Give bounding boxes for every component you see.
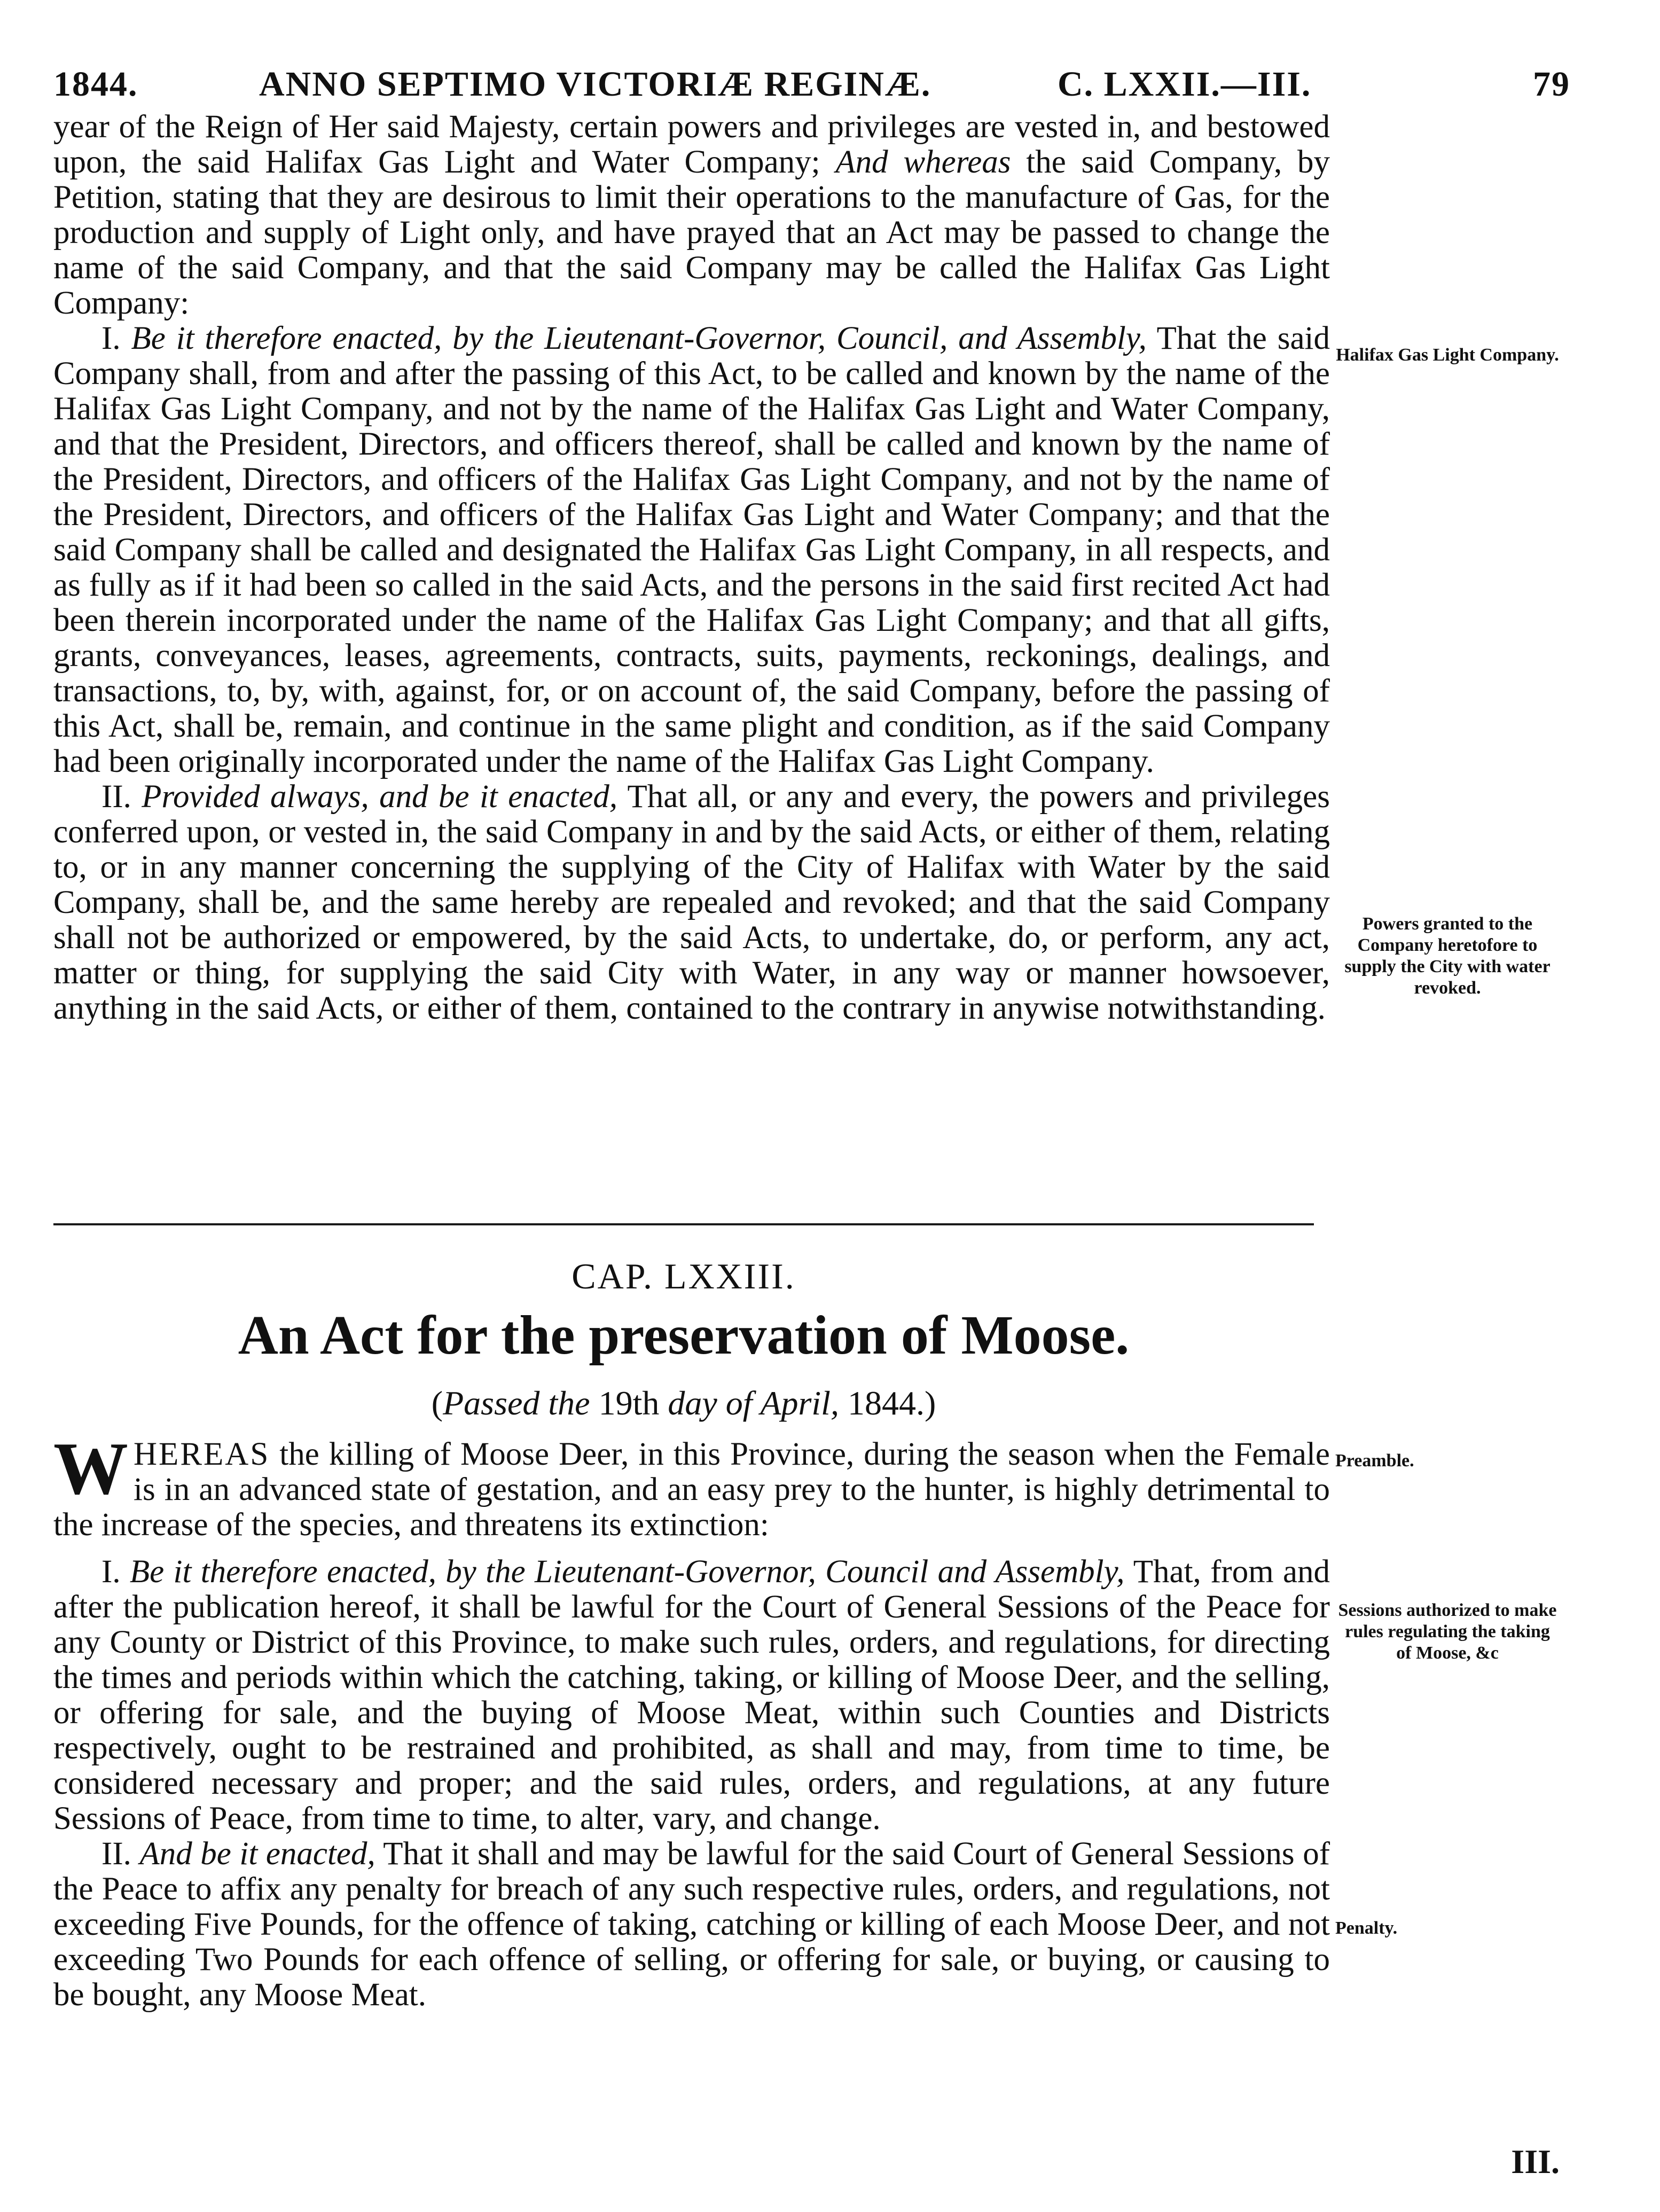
enacting-clause: Be it therefore enacted, by the Lieutenant-Governor, Council, and Assembly, <box>131 321 1147 356</box>
passed-day: 19th <box>598 1384 660 1422</box>
cap72-section-2 <box>53 779 1330 1026</box>
chapter-divider <box>53 1223 1314 1225</box>
passed-paren: ( <box>431 1384 443 1422</box>
header-chapter: C. LXXII.—III. <box>1058 65 1312 104</box>
margin-note-sessions: Sessions authorized to make rules regulating the taking of Moose, &c <box>1338 1600 1557 1663</box>
cap72-section-1 <box>53 321 1330 779</box>
cap72-body <box>53 110 1330 1026</box>
passed-label: Passed the <box>443 1384 590 1422</box>
section-number: I. <box>101 321 121 356</box>
recital-and-whereas: And whereas <box>835 144 1011 180</box>
cap73-section-2 <box>53 1836 1330 2013</box>
margin-note-company-name: Halifax Gas Light Company. <box>1336 345 1559 365</box>
enacting-clause: And be it enacted, <box>139 1836 375 1872</box>
header-year: 1844. <box>53 65 138 104</box>
recital-text: year of the Reign of Her said Majesty, certain powers and privileges are vested in, and bestowed upon, the said Halifax Gas Light and Water Company; <box>53 109 1330 180</box>
cap73-body <box>53 1427 1330 2013</box>
enacting-clause: Be it therefore enacted, by the Lieutenant-Governor, Council and Assembly, <box>129 1554 1125 1590</box>
margin-note-penalty: Penalty. <box>1335 1918 1398 1938</box>
recital-text: the said Company, by Petition, stating that they are desirous to limit their operations to the manufacture of Gas, for the production and supply of Light only, and have prayed that an Act may be passed to change the name of the said Company, and that the said Company may be called the Halifax Gas Light Company: <box>53 144 1330 321</box>
passed-month: day of April, <box>668 1384 839 1422</box>
section-number: I. <box>101 1554 121 1590</box>
passed-date <box>53 1384 1314 1423</box>
margin-note-water-powers: Powers granted to the Company heretofore to supply the City with water revoked. <box>1344 914 1551 998</box>
cap73-section-1 <box>53 1554 1330 1836</box>
chapter-number: CAP. LXXIII. <box>571 1256 796 1296</box>
section-number: II. <box>101 1836 131 1872</box>
margin-note-preamble: Preamble. <box>1335 1451 1414 1471</box>
catchword: III. <box>1511 2143 1560 2180</box>
preamble-text: the killing of Moose Deer, in this Province, during the season when the Female is in an advanced state of gestation, and an easy prey to the hunter, is highly detrimental to the increase of the species, and threatens its extinction: <box>53 1436 1330 1543</box>
section-text: That the said Company shall, from and after the passing of this Act, to be called and known by the name of the Halifax Gas Light Company, and not by the name of the Halifax Gas Light and Water Company, and that the President, Directors, and officers thereof, shall be called and known by the name of the President, Directors, and officers of the Halifax Gas Light Company, and not by the name of the President, Directors, and officers of the Halifax Gas Light and Water Company; and that the said Company shall be called and designated the Halifax Gas Light Company, in all respects, and as fully as if it had been so called in the said Acts, and the persons in the said first recited Act had been therein incorporated under the name of the Halifax Gas Light Company; and that all gifts, grants, conveyances, leases, agreements, contracts, suits, payments, reckonings, dealings, and transactions, to, by, with, against, for, or on account of, the said Company, before the passing of this Act, shall be, remain, and continue in the same plight and condition, as if the said Company had been originally incorporated under the name of the Halifax Gas Light Company. <box>53 321 1330 779</box>
page-number: 79 <box>1533 65 1570 104</box>
passed-year: 1844.) <box>847 1384 936 1422</box>
section-text: That all, or any and every, the powers and privileges conferred upon, or vested in, the said Company in and by the said Acts, or either of them, relating to, or in any manner concerning the supplying of the City of Halifax with Water by the said Company, shall be, and the same hereby are repealed and revoked; and that the said Company shall not be authorized or empowered, by the said Acts, to undertake, do, or perform, any act, matter or thing, for supplying the said City with Water, in any way or manner howsoever, anything in the said Acts, or either of them, contained to the contrary in anywise notwithstanding. <box>53 779 1330 1026</box>
section-number: II. <box>101 779 131 815</box>
section-text: That, from and after the publication hereof, it shall be lawful for the Court of General Sessions of the Peace for any County or District of this Province, to make such rules, orders, and regulations, for directing the times and periods within which the catching, taking, or killing of Moose Deer, and the selling, or offering for sale, and the buying of Moose Meat, within such Counties and Districts respectively, ought to be restrained and prohibited, as shall and may, from time to time, be considered necessary and proper; and the said rules, orders, and regulations, at any future Sessions of Peace, from time to time, to alter, vary, and change. <box>53 1554 1330 1836</box>
cap73-preamble <box>53 1427 1330 1543</box>
cap72-recitals <box>53 110 1330 321</box>
enacting-clause: Provided always, and be it enacted, <box>142 779 618 815</box>
section-text: That it shall and may be lawful for the said Court of General Sessions of the Peace to affix any penalty for breach of any such respective rules, orders, and regulations, not exceeding Five Pounds, for the offence of taking, catching or killing of each Moose Deer, and not exceeding Two Pounds for each offence of selling, or offering for sale, or buying, or causing to be bought, any Moose Meat. <box>53 1836 1330 2013</box>
preamble-caps: HEREAS <box>134 1436 270 1472</box>
header-title: ANNO SEPTIMO VICTORIÆ REGINÆ. <box>259 65 931 104</box>
act-title: An Act for the preservation of Moose. <box>238 1304 1130 1366</box>
drop-capital: W <box>53 1427 128 1510</box>
